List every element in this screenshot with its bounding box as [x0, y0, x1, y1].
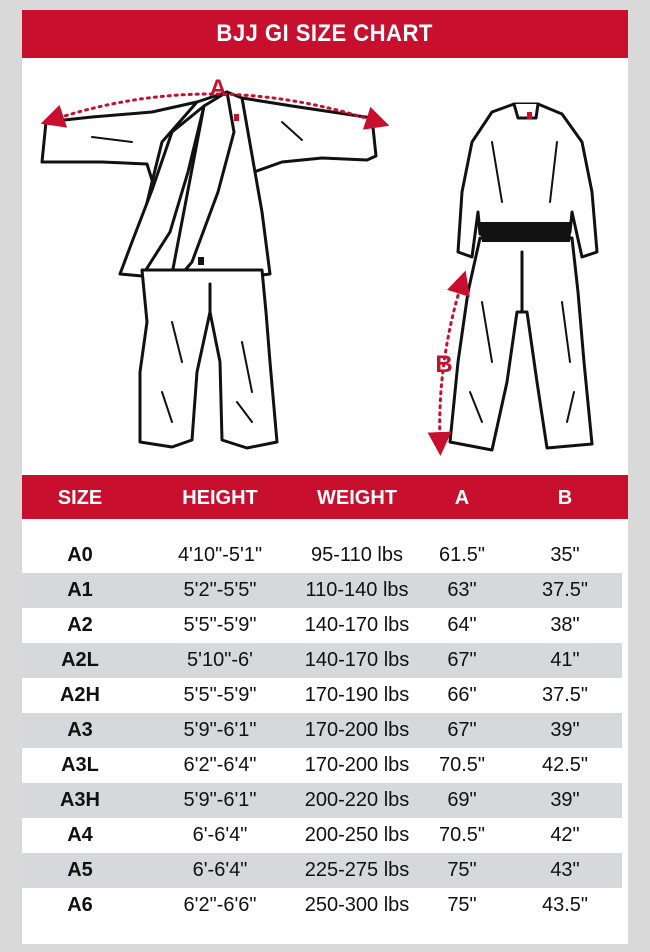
- cell-size: A3: [67, 719, 93, 741]
- table-row: [22, 538, 622, 573]
- cell-height: 6'-6'4": [192, 824, 248, 846]
- cell-b: 43": [550, 859, 580, 881]
- back-patch: [527, 112, 532, 119]
- table-row: [22, 713, 622, 748]
- cell-size: A4: [67, 824, 93, 846]
- cell-a: 75": [447, 894, 477, 916]
- title-bar: [22, 10, 628, 58]
- measure-a-label: A: [209, 75, 227, 102]
- cell-b: 37.5": [541, 684, 589, 706]
- table-row: [22, 748, 622, 783]
- table-row: [22, 678, 622, 713]
- cell-height: 5'2"-5'5": [183, 579, 257, 601]
- cell-a: 66": [447, 684, 477, 706]
- table-row: [22, 643, 622, 678]
- table-row: [22, 783, 622, 818]
- cell-weight: 200-250 lbs: [304, 824, 410, 846]
- cell-size: A3L: [61, 754, 99, 776]
- measure-b-label: B: [435, 351, 453, 378]
- table-header: [22, 475, 628, 519]
- cell-weight: 140-170 lbs: [304, 614, 410, 636]
- header-weight: WEIGHT: [317, 487, 397, 509]
- size-chart-card: [22, 10, 628, 944]
- cell-a: 64": [447, 614, 477, 636]
- cell-size: A1: [67, 579, 93, 601]
- cell-height: 5'9"-6'1": [183, 719, 257, 741]
- cell-weight: 225-275 lbs: [304, 859, 410, 881]
- cell-size: A2: [67, 614, 93, 636]
- cell-weight: 140-170 lbs: [304, 649, 410, 671]
- size-table-body: [22, 538, 628, 923]
- cell-size: A6: [67, 894, 93, 916]
- cell-weight: 200-220 lbs: [304, 789, 410, 811]
- cell-b: 37.5": [541, 579, 589, 601]
- cell-weight: 250-300 lbs: [304, 894, 410, 916]
- cell-height: 5'5"-5'9": [183, 684, 257, 706]
- cell-a: 70.5": [438, 754, 486, 776]
- cell-a: 63": [447, 579, 477, 601]
- cell-weight: 95-110 lbs: [311, 544, 403, 566]
- cell-a: 75": [447, 859, 477, 881]
- cell-height: 5'10"-6': [187, 649, 253, 671]
- gi-illustration: [22, 62, 628, 470]
- front-patch: [234, 114, 239, 121]
- gi-front-drawing: [42, 92, 376, 448]
- table-row: [22, 853, 622, 888]
- cell-size: A2L: [61, 649, 99, 671]
- cell-size: A2H: [59, 684, 100, 706]
- cell-weight: 170-200 lbs: [304, 719, 410, 741]
- cell-b: 41": [550, 649, 580, 671]
- cell-a: 67": [447, 649, 477, 671]
- cell-height: 5'5"-5'9": [183, 614, 257, 636]
- table-row: [22, 608, 622, 643]
- header-a: A: [454, 487, 470, 509]
- cell-a: 69": [447, 789, 477, 811]
- cell-a: 70.5": [438, 824, 486, 846]
- chart-title: BJJ GI SIZE CHART: [216, 20, 434, 47]
- cell-size: A5: [67, 859, 93, 881]
- header-height: HEIGHT: [182, 487, 258, 509]
- cell-weight: 110-140 lbs: [305, 579, 409, 601]
- cell-weight: 170-190 lbs: [304, 684, 410, 706]
- cell-height: 6'-6'4": [192, 859, 248, 881]
- cell-weight: 170-200 lbs: [304, 754, 410, 776]
- cell-b: 42": [550, 824, 580, 846]
- cell-a: 67": [447, 719, 477, 741]
- cell-b: 39": [550, 719, 580, 741]
- header-b: B: [557, 487, 573, 509]
- cell-b: 39": [550, 789, 580, 811]
- cell-b: 42.5": [541, 754, 589, 776]
- header-size: SIZE: [57, 487, 103, 509]
- cell-height: 5'9"-6'1": [183, 789, 257, 811]
- cell-b: 38": [550, 614, 580, 636]
- front-label: [198, 257, 204, 265]
- cell-b: 35": [550, 544, 580, 566]
- cell-height: 4'10"-5'1": [177, 544, 263, 566]
- gi-back-drawing: [450, 104, 597, 450]
- cell-size: A0: [67, 544, 93, 566]
- table-row: [22, 573, 622, 608]
- table-row: [22, 818, 622, 853]
- cell-b: 43.5": [541, 894, 589, 916]
- cell-height: 6'2"-6'6": [183, 894, 257, 916]
- belt: [480, 222, 572, 242]
- cell-height: 6'2"-6'4": [183, 754, 257, 776]
- cell-a: 61.5": [438, 544, 486, 566]
- table-row: [22, 888, 622, 923]
- cell-size: A3H: [59, 789, 100, 811]
